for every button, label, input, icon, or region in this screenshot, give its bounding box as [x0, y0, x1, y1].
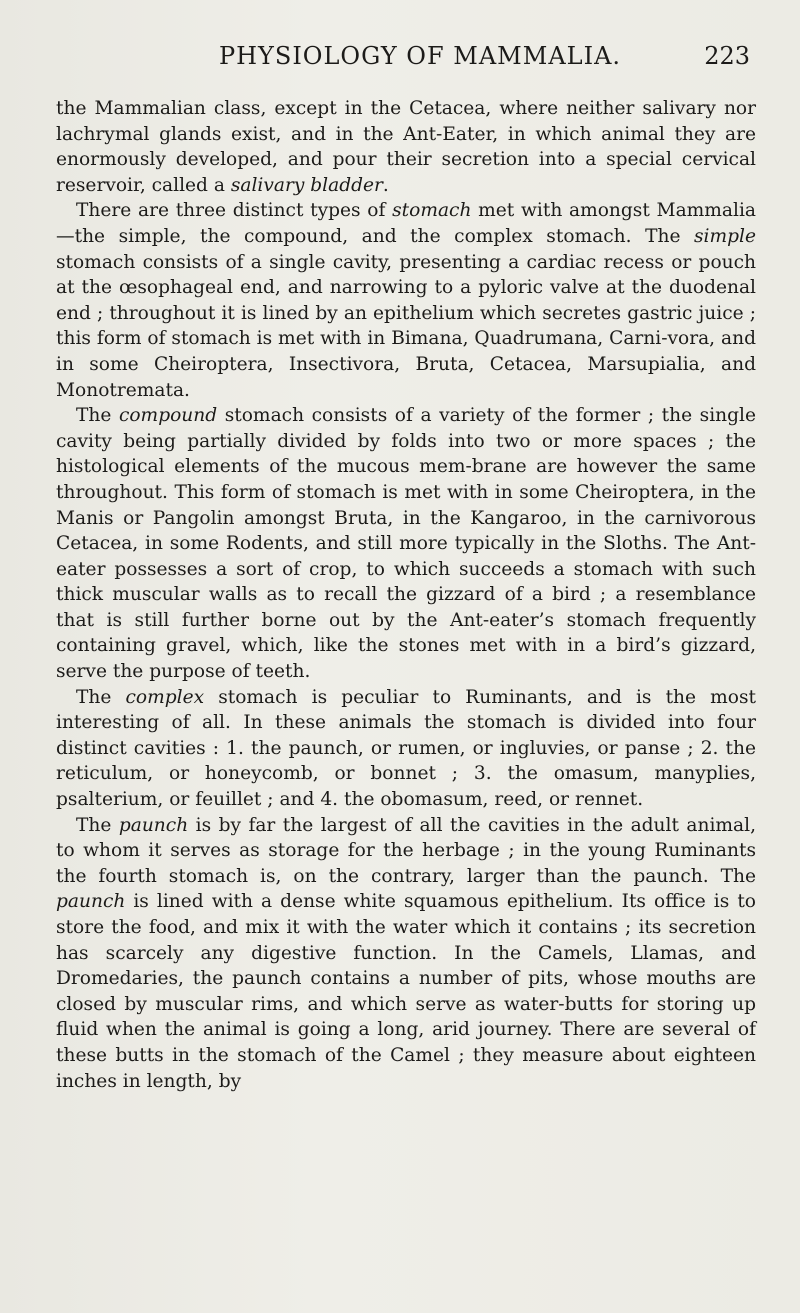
text-segment: The — [76, 405, 119, 427]
body-text — [56, 96, 756, 1094]
italic-term-stomach: stomach — [392, 200, 472, 222]
paragraph-compound-stomach — [56, 403, 756, 685]
text-segment: stomach consists of a single cavity, presenting a cardiac recess or pouch at the œsophageal end, and narrowing to a pyloric valve at the duodenal end ; throughout it is lined by an epithelium which secretes gastric juice ; this form of stomach is met with in Bimana, Quadrumana, Carni-vora, and in some Cheiroptera, Insectivora, Bruta, Cetacea, Marsupialia, and Monotremata. — [56, 251, 756, 401]
paragraph-complex-stomach — [56, 685, 756, 813]
paragraph-continuation — [56, 96, 756, 198]
italic-term-paunch: paunch — [56, 891, 126, 913]
text-segment: The — [76, 686, 126, 708]
paragraph-paunch — [56, 813, 756, 1095]
text-segment: met with amongst Mammalia—the simple, the compound, and the complex stomach. The — [56, 200, 756, 247]
italic-term-complex: complex — [125, 686, 205, 708]
page-number: 223 — [704, 42, 750, 70]
text-segment: is by far the largest of all the cavities in the adult animal, to whom it serves as storage for the herbage ; in the young Ruminants the fourth stomach is, on the contrary, larger than the paunch. The — [56, 814, 756, 887]
text-segment: stomach consists of a variety of the former ; the single cavity being partially divided by folds into two or more spaces ; the histological elements of the mucous mem-brane are however the same throughout. This form of stomach is met with in some Cheiroptera, in the Manis or Pangolin amongst Bruta, in the Kangaroo, in the carnivorous Cetacea, in some Rodents, and still more typically in the Sloths. The Ant-eater possesses a sort of crop, to which succeeds a stomach with such thick muscular walls as to recall the gizzard of a bird ; a resemblance that is still further borne out by the Ant-eater’s stomach frequently containing gravel, which, like the stones met with in a bird’s gizzard, serve the purpose of teeth. — [56, 405, 756, 683]
running-title: PHYSIOLOGY OF MAMMALIA. — [218, 42, 622, 70]
page-header — [90, 42, 750, 76]
text-segment: is lined with a dense white squamous epithelium. Its office is to store the food, and mix it with the water which it contains ; its secretion has scarcely any digestive function. In the Camels, Llamas, and Dromedaries, the paunch contains a number of pits, whose mouths are closed by muscular rims, and which serve as water-butts for storing up fluid when the animal is going a long, arid journey. There are several of these butts in the stomach of the Camel ; they measure about eighteen inches in length, by — [56, 891, 756, 1092]
italic-term-salivary-bladder: salivary bladder — [230, 174, 383, 196]
text-segment: There are three distinct types of — [76, 200, 393, 222]
text-segment: . — [382, 174, 389, 196]
italic-term-compound: compound — [118, 405, 218, 427]
italic-term-simple: simple — [694, 225, 756, 247]
text-segment: the Mammalian class, except in the Cetacea, where neither salivary nor lachrymal glands exist, and in the Ant-Eater, in which animal they are enormously developed, and pour their secretion into a special cervical reservoir, called a — [56, 98, 756, 196]
text-segment: The — [76, 814, 119, 836]
text-segment: stomach is peculiar to Ruminants, and is the most interesting of all. In these animals the stomach is divided into four distinct cavities : 1. the paunch, or rumen, or ingluvies, or panse ; 2. the reticulum, or honeycomb, or bonnet ; 3. the omasum, manyplies, psalterium, or feuillet ; and 4. the obomasum, reed, or rennet. — [56, 686, 756, 811]
italic-term-paunch: paunch — [118, 814, 189, 836]
paragraph-stomach-types — [56, 198, 756, 403]
